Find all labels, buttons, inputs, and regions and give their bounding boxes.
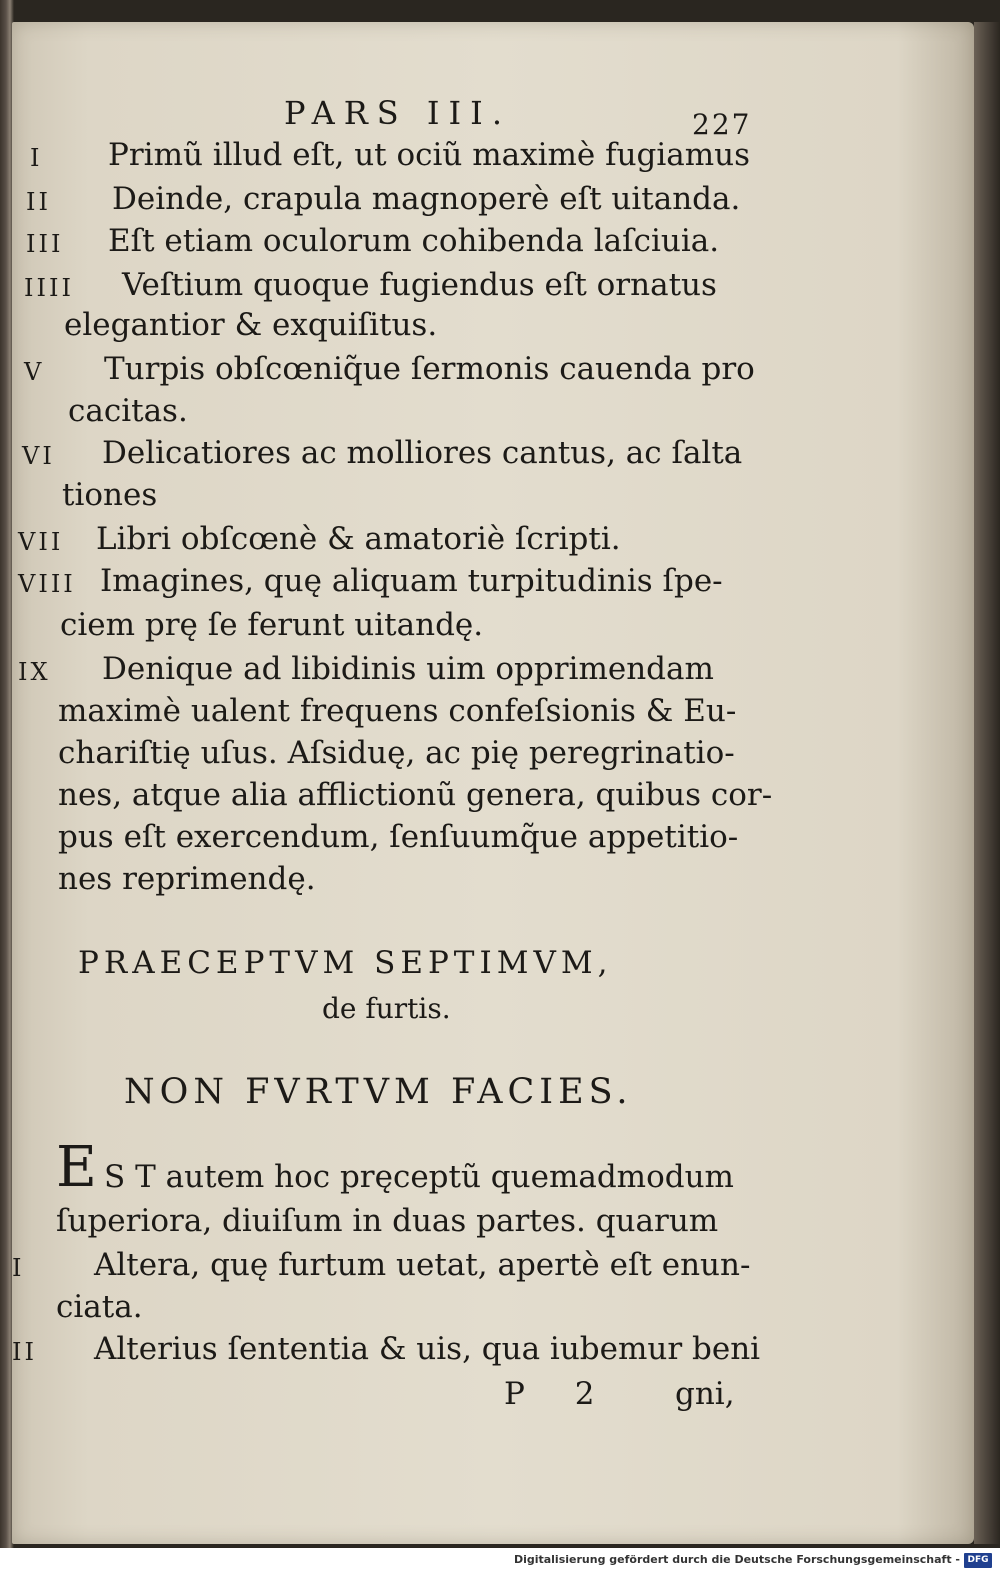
item-number: III	[26, 230, 64, 258]
running-head: PARS III.	[284, 94, 511, 132]
section-heading: PRAECEPTVM SEPTIMVM,	[78, 945, 613, 981]
item-number: IX	[18, 658, 51, 686]
footer-bar	[0, 1548, 1000, 1574]
page-number: 227	[692, 108, 752, 141]
item-number: IIII	[24, 274, 74, 302]
paragraph-line: ſuperiora, diuiſum in duas partes. quarum	[56, 1203, 719, 1239]
part-number: II	[12, 1338, 37, 1366]
section-subheading: de furtis.	[322, 992, 451, 1025]
item-text: tiones	[62, 477, 158, 513]
paragraph-line: S T autem hoc pręceptũ quemadmodum	[104, 1159, 734, 1195]
item-text: pus eſt exercendum, ſenſuumq̃ue appetitio-	[58, 819, 739, 855]
item-text: Primũ illud eſt, ut ociũ maximè fugiamus	[108, 137, 751, 173]
item-text: nes reprimendę.	[58, 861, 316, 897]
item-text: ciem prę ſe ferunt uitandę.	[60, 607, 484, 643]
dfg-logo: DFG	[964, 1553, 992, 1568]
item-text: Libri obſcœnè & amatoriè ſcripti.	[96, 521, 621, 557]
item-text: nes, atque alia afflictionũ genera, quibus cor-	[58, 777, 773, 813]
item-text: maximè ualent frequens confeſsionis & Eu-	[58, 693, 737, 729]
item-number: I	[30, 144, 43, 172]
item-text: Eſt etiam oculorum cohibenda laſciuia.	[108, 223, 720, 259]
signature-mark: P 2	[504, 1376, 595, 1412]
part-number: I	[12, 1254, 25, 1282]
item-text: cacitas.	[68, 393, 188, 429]
drop-cap: E	[56, 1135, 97, 1200]
commandment-title: NON FVRTVM FACIES.	[124, 1072, 633, 1112]
item-text: Delicatiores ac molliores cantus, ac ſalta	[102, 435, 743, 471]
part-text: Altera, quę furtum uetat, apertè eſt enun-	[94, 1247, 751, 1283]
book-edge-shadow	[974, 22, 1000, 1544]
item-text: chariſtię uſus. Aſsiduę, ac pię peregrinatio-	[58, 735, 735, 771]
item-text: Imagines, quę aliquam turpitudinis ſpe-	[100, 563, 723, 599]
item-number: II	[26, 188, 51, 216]
item-number: V	[24, 358, 45, 386]
item-number: VIII	[18, 570, 76, 598]
item-text: elegantior & exquiſitus.	[64, 307, 438, 343]
item-text: Turpis obſcœniq̃ue ſermonis cauenda pro	[104, 351, 755, 387]
part-text: Alterius ſententia & uis, qua iubemur beni	[94, 1331, 761, 1367]
item-text: Denique ad libidinis uim opprimendam	[102, 651, 714, 687]
catchword: gni,	[675, 1376, 735, 1412]
funding-credit: Digitalisierung gefördert durch die Deutsche Forschungsgemeinschaft -	[513, 1553, 960, 1566]
part-text: ciata.	[56, 1289, 143, 1325]
item-number: VI	[22, 442, 55, 470]
item-text: Deinde, crapula magnoperè eſt uitanda.	[112, 181, 741, 217]
item-text: Veſtium quoque fugiendus eſt ornatus	[122, 267, 717, 303]
item-number: VII	[18, 528, 64, 556]
